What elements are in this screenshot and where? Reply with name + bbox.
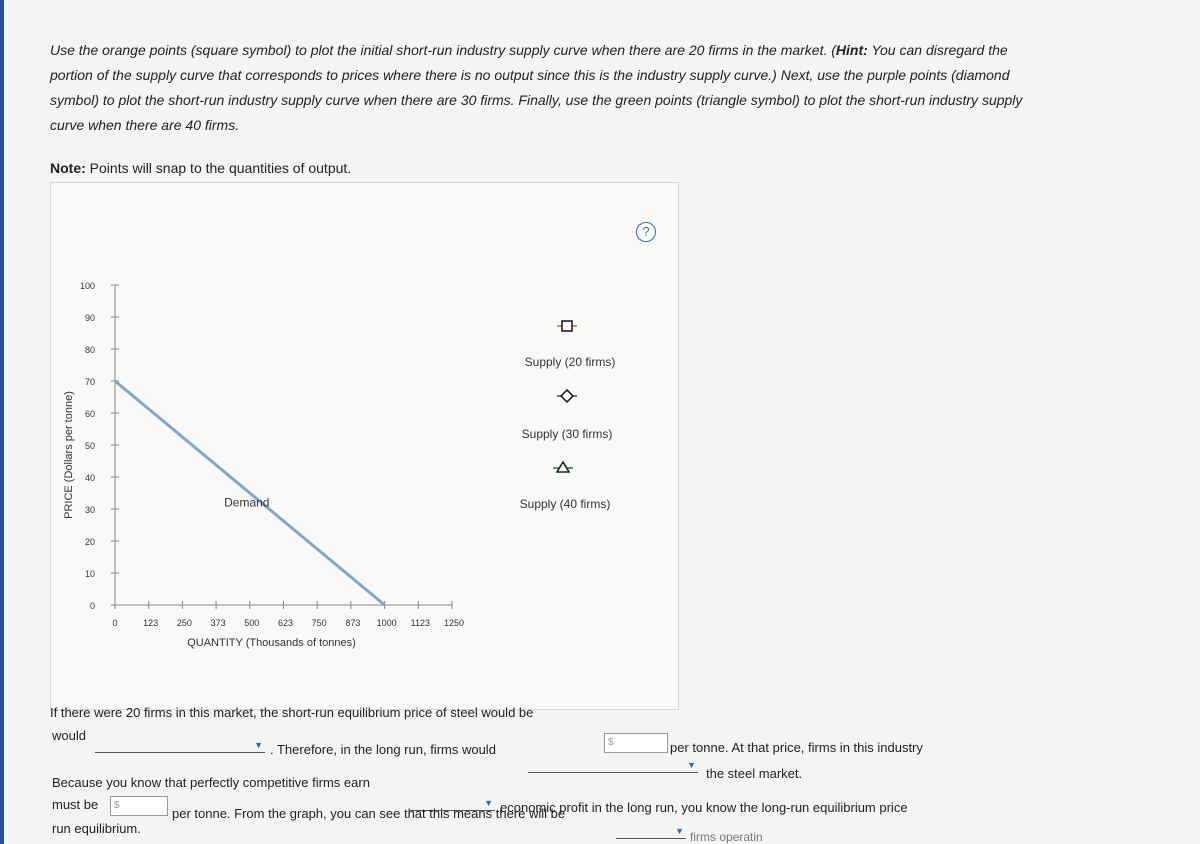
equilibrium-price-input[interactable]: $: [604, 733, 668, 753]
legend-label: Supply (30 firms): [521, 427, 613, 441]
demand-curve-label: Demand: [224, 495, 270, 510]
profit-dropdown[interactable]: [95, 738, 265, 753]
chevron-down-icon: ▼: [687, 760, 696, 770]
y-tick-label: 20: [84, 537, 95, 547]
x-axis-label: QUANTITY (Thousands of tonnes): [187, 637, 356, 649]
question-1-text-b: per tonne. At that price, firms in this industry: [670, 740, 923, 755]
legend-label: Supply (20 firms): [524, 355, 616, 369]
legend-diamond-symbol[interactable]: [561, 390, 573, 402]
question-1-text-e: the steel market.: [706, 766, 803, 781]
x-tick-label: 1123: [410, 618, 430, 628]
x-tick-label: 623: [277, 618, 294, 628]
x-tick-label: 0: [112, 618, 118, 628]
y-tick-label: 10: [84, 569, 95, 579]
y-tick-label: 30: [84, 505, 95, 515]
hint-label: Hint:: [835, 42, 868, 58]
y-tick-label: 80: [84, 345, 95, 355]
y-tick-label: 70: [84, 377, 95, 387]
help-icon[interactable]: ?: [636, 222, 656, 242]
y-tick-label: 60: [84, 409, 95, 419]
firm-count-dropdown[interactable]: [616, 824, 686, 839]
x-tick-label: 373: [210, 618, 226, 628]
note-label: Note:: [50, 160, 86, 176]
question-2-text-b: economic profit in the long run, you know the long-run equilibrium price: [500, 800, 908, 815]
question-2-text-a: Because you know that perfectly competitive firms earn: [52, 775, 370, 790]
y-tick-label: 100: [79, 281, 95, 291]
y-axis-label: PRICE (Dollars per tonne): [63, 391, 75, 519]
x-tick-label: 500: [244, 618, 260, 628]
y-tick-label: 50: [84, 441, 95, 451]
chevron-down-icon: ▼: [254, 740, 263, 750]
x-tick-label: 873: [345, 618, 361, 628]
chevron-down-icon: ▼: [675, 826, 684, 836]
question-2-text-d: per tonne. From the graph, you can see that this means there will be: [172, 806, 566, 821]
question-1-text-c: would: [52, 728, 86, 743]
instructions-text: Use the orange points (square symbol) to plot the initial short-run industry supply curve when there are 20 firms in the market. (Hint: You can disregard the portion of the supply curve that corresponds to prices where there is no output since this is the industry supply curve.) Next, use the purple points (diamond symbol) to plot the short-run industry supply curve when there are 30 firms. Finally, use the green points (triangle symbol) to plot the short-run industry supply curve when there are 40 firms.: [50, 42, 1023, 133]
x-tick-label: 1250: [443, 618, 465, 628]
y-tick-label: 40: [84, 473, 95, 483]
x-tick-label: 123: [143, 618, 159, 628]
question-2-text-f: run equilibrium.: [52, 821, 141, 836]
long-run-price-input[interactable]: $: [110, 796, 168, 816]
x-tick-label: 250: [176, 618, 192, 628]
y-tick-label: 90: [84, 313, 95, 323]
x-tick-label: 1000: [376, 618, 397, 628]
question-1-text-a: If there were 20 firms in this market, the short-run equilibrium price of steel would be: [50, 705, 534, 720]
demand-curve-line: [115, 381, 385, 605]
entry-exit-dropdown[interactable]: [528, 758, 698, 773]
question-1-text-d: . Therefore, in the long run, firms would: [270, 742, 496, 757]
x-tick-label: 750: [311, 618, 327, 628]
question-2-text-c: must be: [52, 797, 99, 812]
legend-square-symbol[interactable]: [562, 321, 572, 331]
y-tick-label: 0: [89, 601, 95, 611]
legend-label: Supply (40 firms): [519, 497, 611, 511]
note-text: Note: Points will snap to the quantities of output.: [50, 160, 352, 176]
chevron-down-icon: ▼: [484, 798, 493, 808]
question-2-text-e: firms operatin: [690, 830, 763, 844]
